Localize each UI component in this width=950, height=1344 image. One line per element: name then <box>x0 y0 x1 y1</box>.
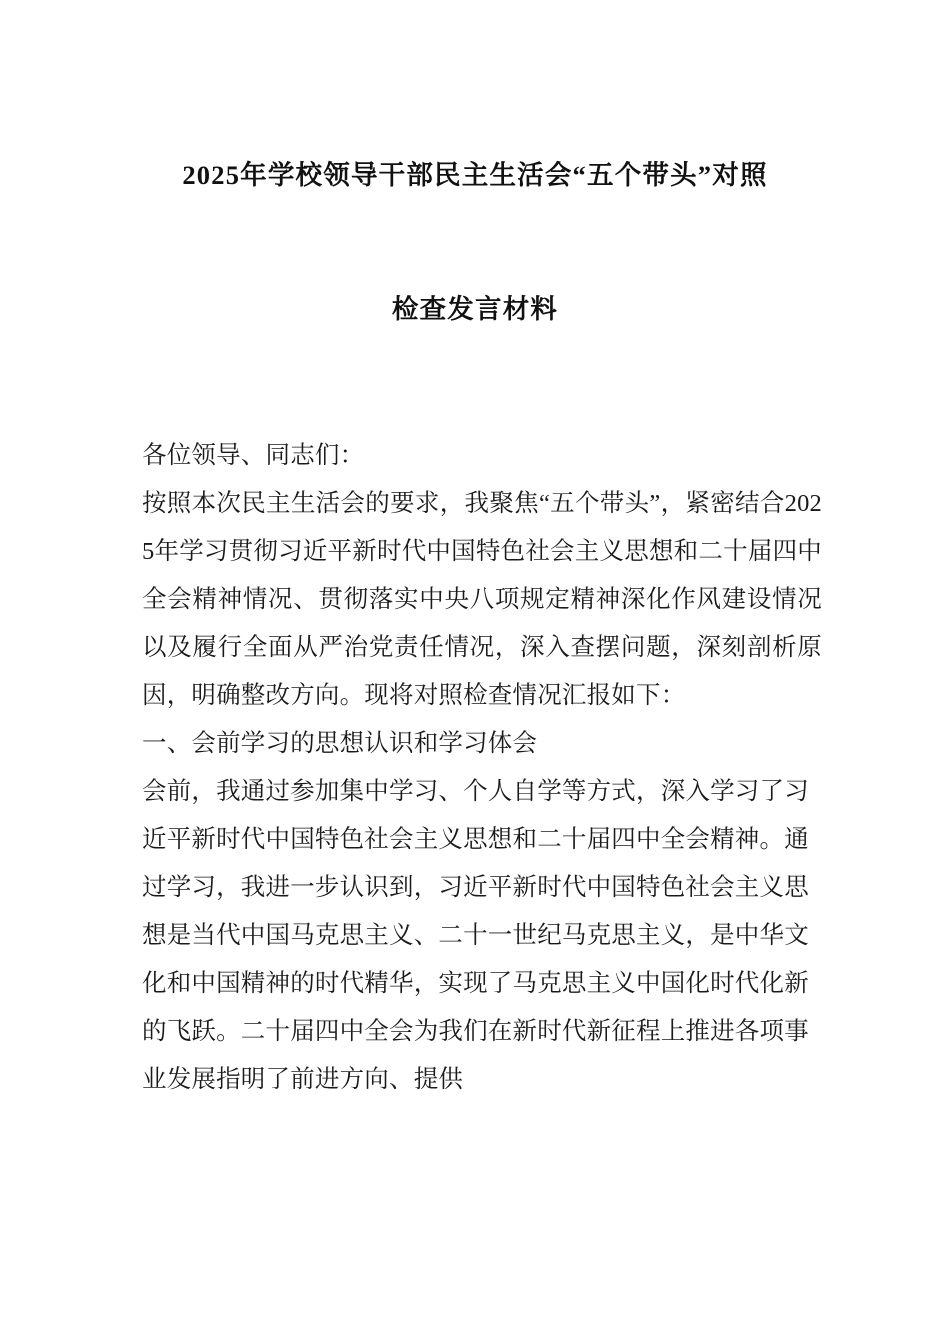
title-line-1: 2025年学校领导干部民主生活会“五个带头”对照 <box>182 160 768 190</box>
title-line-2: 检查发言材料 <box>391 294 559 324</box>
intro-paragraph: 按照本次民主生活会的要求，我聚焦“五个带头”，紧密结合2025年学习贯彻习近平新时代中国特色社会主义思想和二十届四中全会精神情况、贯彻落实中央八项规定精神深化作风建设情况以及履行全面从严治党责任情况，深入查摆问题，深刻剖析原因，明确整改方向。现将对照检查情况汇报如下： <box>142 490 822 709</box>
section-heading-one: 一、会前学习的思想认识和学习体会 <box>142 730 538 757</box>
salutation-line: 各位领导、同志们： <box>142 442 365 469</box>
document-body <box>142 432 822 1104</box>
document-title <box>110 150 840 334</box>
section-one-paragraph: 会前，我通过参加集中学习、个人自学等方式，深入学习了习近平新时代中国特色社会主义思想和二十届四中全会精神。通过学习，我进一步认识到，习近平新时代中国特色社会主义思想是当代中国马克思主义、二十一世纪马克思主义，是中华文化和中国精神的时代精华，实现了马克思主义中国化时代化新的飞跃。二十届四中全会为我们在新时代新征程上推进各项事业发展指明了前进方向、提供 <box>142 778 809 1093</box>
